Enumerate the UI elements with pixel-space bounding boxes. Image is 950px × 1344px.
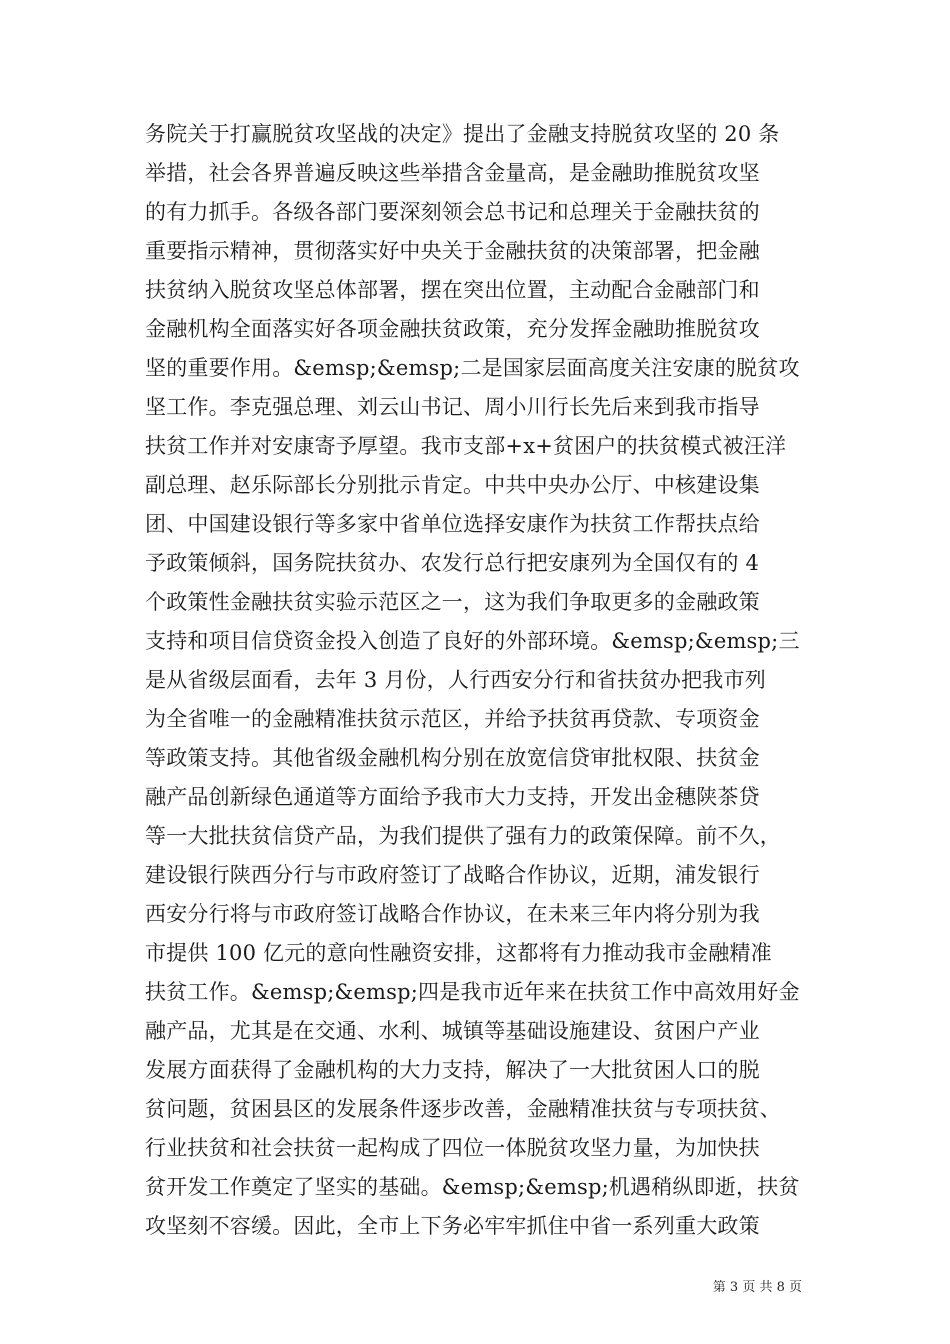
text-line: 团、中国建设银行等多家中省单位选择安康作为扶贫工作帮扶点给 [145,512,760,536]
text-line: 扶贫工作并对安康寄予厚望。我市支部+x+贫困户的扶贫模式被汪洋 [145,434,787,458]
text-line: 行业扶贫和社会扶贫一起构成了四位一体脱贫攻坚力量，为加快扶 [145,1136,760,1160]
text-line: 市提供 100 亿元的意向性融资安排，这都将有力推动我市金融精准 [145,941,772,965]
text-line: 融产品，尤其是在交通、水利、城镇等基础设施建设、贫困户产业 [145,1019,760,1043]
text-line: 予政策倾斜，国务院扶贫办、农发行总行把安康列为全国仅有的 4 [145,551,760,575]
text-line: 是从省级层面看，去年 3 月份，人行西安分行和省扶贫办把我市列 [145,668,766,692]
text-line: 务院关于打赢脱贫攻坚战的决定》提出了金融支持脱贫攻坚的 20 条 [145,122,780,146]
text-line: 融产品创新绿色通道等方面给予我市大力支持，开发出金穗陕茶贷 [145,785,760,809]
body-text [145,115,815,1246]
text-line: 坚的重要作用。&emsp;&emsp;二是国家层面高度关注安康的脱贫攻 [145,356,800,380]
page-number: 第 3 页 共 8 页 [712,1280,802,1295]
text-line: 坚工作。李克强总理、刘云山书记、周小川行长先后来到我市指导 [145,395,760,419]
text-line: 金融机构全面落实好各项金融扶贫政策，充分发挥金融助推脱贫攻 [145,317,760,341]
text-line: 举措，社会各界普遍反映这些举措含金量高，是金融助推脱贫攻坚 [145,161,760,185]
text-line: 扶贫工作。&emsp;&emsp;四是我市近年来在扶贫工作中高效用好金 [145,980,800,1004]
text-line: 扶贫纳入脱贫攻坚总体部署，摆在突出位置，主动配合金融部门和 [145,278,760,302]
text-line: 的有力抓手。各级各部门要深刻领会总书记和总理关于金融扶贫的 [145,200,760,224]
text-line: 贫开发工作奠定了坚实的基础。&emsp;&emsp;机遇稍纵即逝，扶贫 [145,1175,800,1199]
text-line: 支持和项目信贷资金投入创造了良好的外部环境。&emsp;&emsp;三 [145,629,800,653]
text-line: 西安分行将与市政府签订战略合作协议，在未来三年内将分别为我 [145,902,760,926]
text-line: 等政策支持。其他省级金融机构分别在放宽信贷审批权限、扶贫金 [145,746,760,770]
text-line: 副总理、赵乐际部长分别批示肯定。中共中央办公厅、中核建设集 [145,473,760,497]
text-line: 贫问题，贫困县区的发展条件逐步改善，金融精准扶贫与专项扶贫、 [145,1097,781,1121]
text-line: 攻坚刻不容缓。因此，全市上下务必牢牢抓住中省一系列重大政策 [145,1214,760,1238]
text-line: 个政策性金融扶贫实验示范区之一，这为我们争取更多的金融政策 [145,590,760,614]
text-line: 为全省唯一的金融精准扶贫示范区，并给予扶贫再贷款、专项资金 [145,707,760,731]
text-line: 建设银行陕西分行与市政府签订了战略合作协议，近期，浦发银行 [145,863,760,887]
text-line: 等一大批扶贫信贷产品，为我们提供了强有力的政策保障。前不久， [145,824,781,848]
text-line: 发展方面获得了金融机构的大力支持，解决了一大批贫困人口的脱 [145,1058,760,1082]
text-line: 重要指示精神，贯彻落实好中央关于金融扶贫的决策部署，把金融 [145,239,760,263]
